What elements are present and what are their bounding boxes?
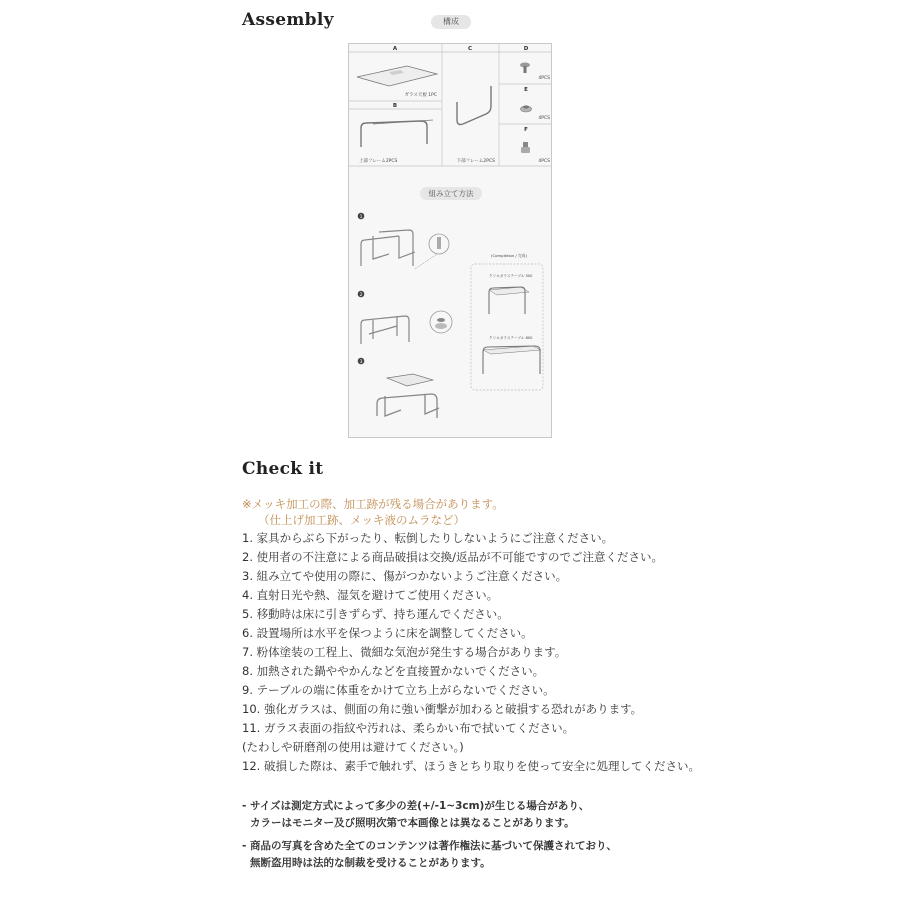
parts-label-badge: 構成 [431, 15, 471, 29]
steps-label-badge: 組み立て方法 [420, 187, 482, 200]
caution-item: 9. テーブルの端に体重をかけて立ち上がらないでください。 [242, 683, 555, 697]
glass-top-illustration [357, 66, 437, 86]
copyright-footnote-line: - 商品の写真を含めた全てのコンテンツは著作権法に基づいて保護されており、 [242, 840, 617, 852]
caution-item: 5. 移動時は床に引きずらず、持ち運んでください。 [242, 607, 509, 621]
step-1-illustration [361, 230, 449, 269]
part-b-letter: B [392, 103, 398, 109]
svg-text:3: 3 [359, 360, 363, 365]
legal-footnote-line: 無断盗用時は法的な制裁を受けることがあります。 [250, 857, 491, 869]
caution-item: 2. 使用者の不注意による商品破損は交換/返品が不可能ですのでご注意ください。 [242, 550, 663, 564]
caution-list [242, 529, 700, 776]
completion-item-500: クリロガラステーブル 500 [489, 274, 533, 278]
completion-item-800: クリロガラステーブル 800 [489, 336, 533, 340]
part-c-caption: 下部フレーム2PCS [456, 159, 495, 164]
caution-item: 10. 強化ガラスは、側面の角に強い衝撃が加わると破損する恐れがあります。 [242, 702, 643, 716]
caution-item: 8. 加熱された鍋ややかんなどを直接置かないでください。 [242, 664, 545, 678]
caution-item: 3. 組み立てや使用の際に、傷がつかないようご注意ください。 [242, 569, 568, 583]
part-d-caption: 4PCS [538, 76, 550, 81]
svg-text:2: 2 [359, 293, 363, 298]
completion-label: (Completion / 完成) [491, 253, 527, 258]
fitting-f-illustration [521, 142, 530, 153]
svg-text:1: 1 [359, 215, 363, 220]
part-f-letter: F [524, 127, 528, 133]
lower-frame-illustration [457, 86, 491, 125]
assembly-diagram [349, 44, 552, 438]
caution-item: 1. 家具からぶら下がったり、転倒したりしないようにご注意ください。 [242, 531, 614, 545]
caution-item: (たわしや研磨剤の使用は避けてください。) [242, 740, 464, 754]
plating-note: ※メッキ加工の際、加工跡が残る場合があります。 [242, 497, 504, 511]
step-2-illustration [361, 311, 452, 344]
step-2-marker [358, 291, 365, 298]
fitting-e-illustration [521, 105, 532, 112]
part-a-letter: A [392, 46, 398, 52]
caution-item: 12. 破損した際は、素手で触れず、ほうきとちり取りを使って安全に処理してください。 [242, 759, 701, 773]
upper-frame-illustration [361, 120, 433, 147]
part-d-letter: D [523, 46, 529, 52]
copyright-footnote [242, 838, 617, 872]
check-it-heading: Check it [242, 459, 324, 479]
caution-item: 6. 設置場所は水平を保つように床を調整してください。 [242, 626, 533, 640]
size-footnote-line: - サイズは測定方式によって多少の差(+/-1~3cm)が生じる場合があり、 [242, 800, 590, 812]
assembly-instruction-sheet [348, 43, 552, 438]
step-1-marker [358, 213, 365, 220]
color-footnote-line: カラーはモニター及び照明次第で本画像とは異なることがあります。 [250, 817, 575, 829]
completed-table-500 [489, 287, 529, 314]
caution-item: 4. 直射日光や熱、湿気を避けてご使用ください。 [242, 588, 499, 602]
size-color-footnote [242, 798, 589, 832]
completion-panel [471, 264, 543, 390]
step-3-illustration [377, 374, 439, 418]
caution-item: 7. 粉体塗装の工程上、微細な気泡が発生する場合があります。 [242, 645, 567, 659]
fitting-d-illustration [520, 63, 530, 74]
step-3-marker [358, 358, 365, 365]
part-e-letter: E [524, 87, 528, 93]
part-e-caption: 4PCS [538, 116, 550, 121]
part-a-caption: ガラス天板 1PC [404, 93, 437, 98]
caution-item: 11. ガラス表面の指紋や汚れは、柔らかい布で拭いてください。 [242, 721, 575, 735]
completed-table-800 [483, 346, 541, 374]
assembly-heading: Assembly [242, 10, 334, 30]
part-f-caption: 4PCS [538, 159, 550, 164]
part-b-caption: 上部フレーム2PCS [359, 159, 398, 164]
part-c-letter: C [467, 46, 473, 52]
plating-note-detail: （仕上げ加工跡、メッキ液のムラなど） [258, 513, 465, 527]
